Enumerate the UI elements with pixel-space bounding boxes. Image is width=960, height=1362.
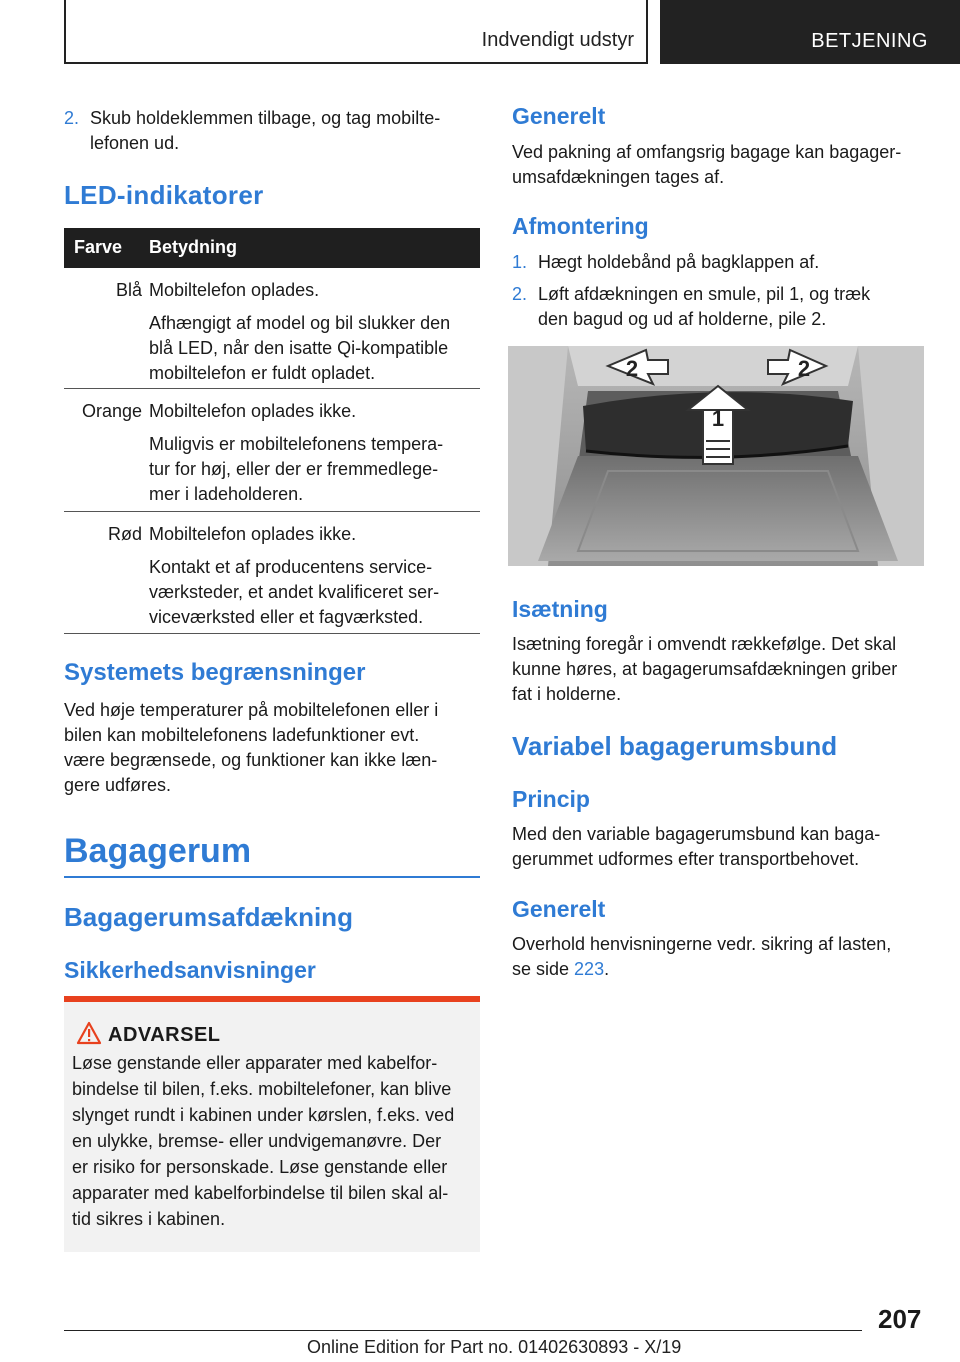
step-number: 2. xyxy=(512,284,528,304)
table-cell-color: Orange xyxy=(81,401,142,421)
paragraph-line: kunne høres, at bagagerumsafdækningen griber xyxy=(512,659,898,679)
table-cell-color: Blå xyxy=(115,280,142,300)
table-cell-meaning xyxy=(149,522,479,630)
paragraph-line: Ved høje temperaturer på mobiltelefonen eller i xyxy=(64,700,439,720)
paragraph-principle xyxy=(512,822,924,872)
step-number: 2. xyxy=(64,108,80,128)
meaning-line: Muligvis er mobiltelefonens tempera- xyxy=(149,434,444,454)
warning-line: bindelse til bilen, f.eks. mobiltelefoner, kan blive xyxy=(72,1079,452,1099)
step-text-line2: lefonen ud. xyxy=(90,133,180,153)
warning-bar xyxy=(64,996,480,1002)
meaning-line: viceværksted eller et fagværksted. xyxy=(149,607,424,627)
warning-triangle-icon xyxy=(76,1021,102,1045)
header-section-title: Indvendigt udstyr xyxy=(481,29,634,51)
warning-title: ADVARSEL xyxy=(108,1024,221,1046)
step-text-line1: Skub holdeklemmen tilbage, og tag mobilte- xyxy=(90,108,441,128)
paragraph-line: gere udføres. xyxy=(64,775,172,795)
led-table xyxy=(64,228,480,634)
table-header-meaning: Betydning xyxy=(149,237,237,257)
heading-insertion: Isætning xyxy=(512,596,608,622)
trunk-illustration xyxy=(508,346,924,566)
meaning-title: Mobiltelefon oplades ikke. xyxy=(149,524,357,544)
heading-variable-floor: Variabel bagagerumsbund xyxy=(512,731,838,761)
warning-line: apparater med kabelforbindelse til bilen skal al- xyxy=(72,1183,449,1203)
table-row xyxy=(64,389,480,512)
meaning-line: Kontakt et af producentens service- xyxy=(149,557,433,577)
step-text-line2: den bagud og ud af holderne, pile 2. xyxy=(538,309,827,329)
page-reference-link[interactable]: 223 xyxy=(574,959,605,979)
heading-underline xyxy=(64,876,480,878)
paragraph-line: være begrænsede, og funktioner kan ikke læn- xyxy=(64,750,438,770)
warning-line: er risiko for personskade. Løse genstande eller xyxy=(72,1157,448,1177)
heading-safety: Sikkerhedsanvisninger xyxy=(64,957,316,983)
step-number: 1. xyxy=(512,252,528,272)
table-row xyxy=(64,512,480,634)
page-number: 207 xyxy=(878,1304,922,1334)
paragraph-line: Overhold henvisningerne vedr. sikring af lasten, xyxy=(512,934,892,954)
step-text: Hægt holdebånd på bagklappen af. xyxy=(538,252,820,272)
warning-line: en ulykke, bremse- eller undvigemanøvre. Der xyxy=(72,1131,442,1151)
table-header-color: Farve xyxy=(74,237,123,257)
table-cell-color: Rød xyxy=(107,524,142,544)
paragraph-line: fat i holderne. xyxy=(512,684,622,704)
paragraph-insertion xyxy=(512,632,924,707)
table-cell-meaning xyxy=(149,278,479,386)
luggage-cover-photo xyxy=(508,346,924,566)
heading-principle: Princip xyxy=(512,786,590,812)
meaning-line: blå LED, når den isatte Qi-kompatible xyxy=(149,338,449,358)
footer-edition: Online Edition for Part no. 01402630893 - X/19 xyxy=(307,1337,682,1357)
heading-system-limits: Systemets begrænsninger xyxy=(64,659,366,686)
meaning-line: Afhængigt af model og bil slukker den xyxy=(149,313,451,333)
header-chapter-title: BETJENING xyxy=(811,30,928,52)
warning-line: slynget rundt i kabinen under kørslen, f.eks. ved xyxy=(72,1105,455,1125)
warning-line: tid sikres i kabinen. xyxy=(72,1209,226,1229)
paragraph-line: Med den variable bagagerumsbund kan baga- xyxy=(512,824,881,844)
heading-general-2: Generelt xyxy=(512,896,606,922)
header-chapter-box xyxy=(660,0,960,64)
meaning-line: mobiltelefon er fuldt opladet. xyxy=(149,363,376,383)
footer-divider xyxy=(64,1330,862,1331)
header-section-box xyxy=(64,0,648,64)
paragraph-text: . xyxy=(604,959,610,979)
paragraph-system-limits xyxy=(64,698,480,798)
table-row xyxy=(64,268,480,389)
arrow-label-2-right: 2 xyxy=(797,356,811,381)
table-header xyxy=(64,228,480,268)
paragraph-line: umsafdækningen tages af. xyxy=(512,167,725,187)
meaning-title: Mobiltelefon oplades ikke. xyxy=(149,401,357,421)
paragraph-line: bilen kan mobiltelefonens ladefunktioner evt. xyxy=(64,725,420,745)
table-cell-meaning xyxy=(149,399,479,507)
paragraph-line: Isætning foregår i omvendt rækkefølge. Det skal xyxy=(512,634,897,654)
heading-luggage: Bagagerum xyxy=(64,832,252,870)
arrow-label-1: 1 xyxy=(711,406,725,431)
meaning-line: tur for høj, eller der er fremmedlege- xyxy=(149,459,439,479)
heading-removal: Afmontering xyxy=(512,213,649,239)
meaning-line: værksteder, et andet kvalificeret ser- xyxy=(149,582,440,602)
step-text-line1: Løft afdækningen en smule, pil 1, og træk xyxy=(538,284,871,304)
arrow-label-2-left: 2 xyxy=(625,356,639,381)
paragraph-line: gerummet udformes efter transportbehovet. xyxy=(512,849,860,869)
meaning-title: Mobiltelefon oplades. xyxy=(149,280,320,300)
heading-general-1: Generelt xyxy=(512,103,606,129)
paragraph-line: Ved pakning af omfangsrig bagage kan bagager- xyxy=(512,142,902,162)
warning-line: Løse genstande eller apparater med kabelfor- xyxy=(72,1053,438,1073)
warning-box xyxy=(64,996,480,1252)
meaning-line: mer i ladeholderen. xyxy=(149,484,304,504)
paragraph-text: se side xyxy=(512,959,575,979)
paragraph-line xyxy=(512,957,924,982)
warning-text xyxy=(72,1050,476,1232)
paragraph-general-2 xyxy=(512,932,924,982)
heading-luggage-cover: Bagagerumsafdækning xyxy=(64,902,353,932)
heading-led-indicators: LED-indikatorer xyxy=(64,180,264,210)
paragraph-general-1 xyxy=(512,140,924,190)
